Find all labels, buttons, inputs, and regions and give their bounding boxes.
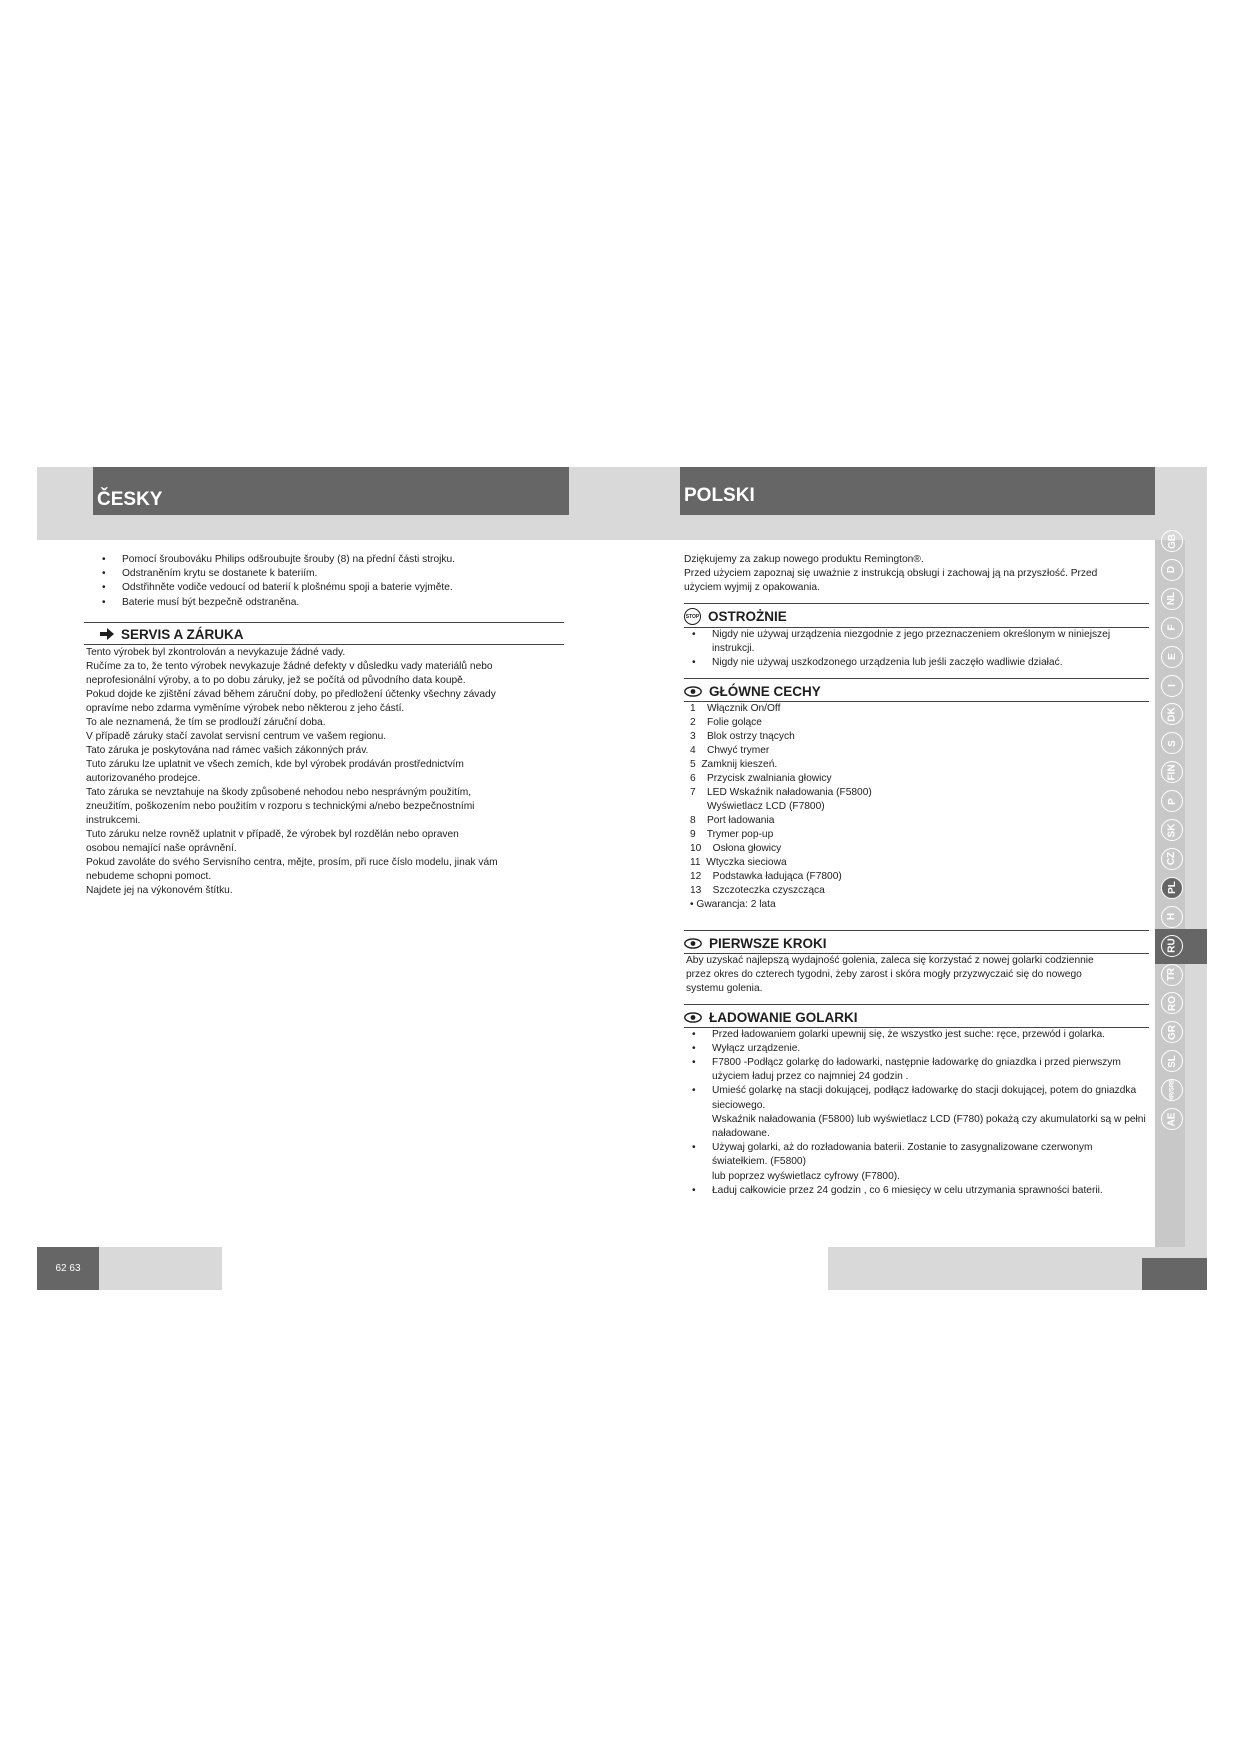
list-item: [688, 1028, 1149, 1042]
language-code: GR: [1166, 1024, 1178, 1040]
language-tab-h[interactable]: [1161, 906, 1183, 928]
intro-text: [684, 553, 1149, 595]
list-item-text: Wyłącz urządzenie.: [712, 1042, 801, 1054]
text-line: autorizovaného prodejce.: [86, 772, 201, 784]
list-item: • Odstraněním krytu se dostanete k bateriím.: [98, 567, 564, 581]
text-line: osobou nemající naše oprávnění.: [86, 842, 237, 854]
cechy-title: GŁÓWNE CECHY: [709, 683, 821, 699]
feature-item: 2 Folie golące: [690, 716, 762, 728]
list-item: • Nigdy nie używaj uszkodzonego urządzenia lub jeśli zaczęło wadliwie działać.: [688, 656, 1149, 670]
text-line: Tuto záruku lze uplatnit ve všech zemích, kde byl výrobek prodáván prostřednictvím: [86, 758, 464, 770]
text-line: Tato záruka se nevztahuje na škody způsobené nehodou nebo nesprávným použitím,: [86, 786, 472, 798]
feature-item: 6 Przycisk zwalniania głowicy: [690, 772, 832, 784]
ostroznie-title: OSTROŻNIE: [708, 609, 787, 624]
right-column: [684, 553, 1149, 1198]
removal-steps-list: [98, 553, 564, 610]
kroki-body: [684, 954, 1149, 996]
text-line: neprofesionální výroby, a to po dobu záruky, jež se počítá od původního data koupě.: [86, 674, 466, 686]
text-line: Aby uzyskać najlepszą wydajność golenia, zaleca się korzystać z nowej golarki codziennie: [686, 954, 1094, 966]
arrow-right-icon: [100, 628, 114, 640]
list-item: [688, 1042, 1149, 1056]
feature-item: 3 Blok ostrzy tnących: [690, 730, 795, 742]
language-code: RU: [1166, 938, 1178, 953]
list-item-subtext: lub poprzez wyświetlacz cyfrowy (F7800).: [712, 1170, 900, 1182]
servis-rule-bottom: [84, 644, 564, 645]
list-item-text: Umieść golarkę na stacji dokującej, podłącz ładowarkę do stacji dokującej, potem do gniazdka sieciowego.: [712, 1085, 1137, 1111]
feature-item: 1 Włącznik On/Off: [690, 702, 781, 714]
feature-item: 11 Wtyczka sieciowa: [690, 856, 787, 868]
text-line: Pokud zavoláte do svého Servisního centra, mějte, prosím, při ruce číslo modelu, jinak vám: [86, 856, 498, 868]
list-item-text: Przed ładowaniem golarki upewnij się, że wszystko jest suche: ręce, przewód i golarka.: [712, 1028, 1105, 1040]
language-tab-cz[interactable]: [1161, 848, 1183, 870]
language-tab-sk[interactable]: [1161, 819, 1183, 841]
language-tab-ru[interactable]: [1161, 935, 1183, 957]
text-line: opravíme nebo zdarma vyměníme výrobek nebo některou z jeho částí.: [86, 702, 405, 714]
list-item-text: Używaj golarki, aż do rozładowania baterii. Zostanie to zasygnalizowane czerwonym światełkiem. (F5800): [712, 1142, 1093, 1168]
list-item: • Nigdy nie używaj urządzenia niezgodnie z jego przeznaczeniem określonym w niniejszej instrukcji.: [688, 628, 1149, 656]
language-tab-nl[interactable]: [1161, 588, 1183, 610]
text-line: To ale neznamená, že tím se prodlouží záruční doba.: [86, 716, 326, 728]
kroki-rule-top: [684, 930, 1149, 931]
kroki-title: PIERWSZE KROKI: [709, 935, 827, 951]
text-line: Przed użyciem zapoznaj się uważnie z instrukcją obsługi i zachowaj ją na przyszłość. Przed: [684, 568, 1098, 579]
cechy-rule-top: [684, 678, 1149, 679]
feature-item: 7 LED Wskaźnik naładowania (F5800): [690, 786, 872, 798]
language-tab-pl[interactable]: [1161, 877, 1183, 899]
list-item-text: Ładuj całkowicie przez 24 godzin , co 6 miesięcy w celu utrzymania sprawności baterii.: [712, 1184, 1103, 1196]
language-tab-ae[interactable]: [1161, 1108, 1183, 1130]
ladowanie-title: ŁADOWANIE GOLARKI: [709, 1009, 858, 1025]
list-item: [688, 1056, 1149, 1084]
text-line: przez okres do czterech tygodni, żeby zarost i skóra mogły przyzwyczaić się do nowego: [686, 968, 1082, 980]
language-code: NL: [1166, 592, 1178, 606]
text-line: Ručíme za to, že tento výrobek nevykazuje žádné defekty v důsledku vady materiálů nebo: [86, 660, 493, 672]
feature-item: 10 Osłona głowicy: [690, 842, 782, 854]
header-cesky-text: ČESKY: [97, 489, 163, 510]
stop-icon: STOP: [684, 608, 701, 625]
language-code: S: [1166, 739, 1178, 747]
servis-title: SERVIS A ZÁRUKA: [121, 626, 244, 642]
servis-body: [84, 646, 564, 898]
language-tab-hr-srb[interactable]: [1161, 1079, 1183, 1101]
language-code: F: [1166, 624, 1178, 631]
list-item: • Odstřihněte vodiče vedoucí od baterií k plošnému spoji a baterie vyjměte.: [98, 581, 564, 595]
text-line: V případě záruky stačí zavolat servisní centrum ve vašem regionu.: [86, 730, 387, 742]
feature-item: 12 Podstawka ładująca (F7800): [690, 870, 842, 882]
feature-item: 5 Zamknij kieszeń.: [690, 758, 778, 770]
text-line: Najdete jej na výkonovém štítku.: [86, 884, 233, 896]
language-code: AE: [1166, 1112, 1178, 1126]
text-line: nebudeme schopni pomoct.: [86, 870, 212, 882]
ladowanie-heading: [684, 1010, 1149, 1025]
text-line: systemu golenia.: [686, 982, 763, 994]
text-line: zneužitím, poškozením nebo použitím v rozporu s technickými a/nebo bezpečnostními: [86, 800, 475, 812]
language-code: CZ: [1166, 852, 1178, 866]
text-line: Tento výrobek byl zkontrolován a nevykazuje žádné vady.: [86, 646, 346, 658]
feature-item: 4 Chwyć trymer: [690, 744, 770, 756]
ladowanie-list: [688, 1028, 1149, 1198]
language-tab-d[interactable]: [1161, 559, 1183, 581]
feature-item: • Gwarancja: 2 lata: [690, 898, 776, 910]
language-code: DK: [1166, 707, 1178, 722]
language-code: P: [1166, 797, 1178, 805]
eye-icon: [684, 1012, 702, 1023]
page-numbers: 62 63: [55, 1263, 81, 1274]
language-code: HR/SRB: [1169, 1078, 1176, 1102]
language-code: I: [1166, 684, 1178, 687]
list-item: [688, 1184, 1149, 1198]
language-tab-f[interactable]: [1161, 617, 1183, 639]
ostroznie-list: [688, 628, 1149, 671]
language-code: E: [1166, 653, 1178, 660]
ladowanie-rule-top: [684, 1004, 1149, 1005]
text-line: Tato záruka je poskytována nad rámec vašich zákonných práv.: [86, 744, 369, 756]
language-code: TR: [1166, 967, 1178, 982]
eye-icon: [684, 938, 702, 949]
language-tab-gb[interactable]: [1161, 530, 1183, 552]
text-line: Dziękujemy za zakup nowego produktu Remington®.: [684, 554, 924, 565]
feature-item: 8 Port ładowania: [690, 814, 775, 826]
feature-item: Wyświetlacz LCD (F7800): [690, 800, 825, 812]
language-tab-e[interactable]: [1161, 646, 1183, 668]
page-number-box: [37, 1247, 99, 1290]
feature-item: 13 Szczoteczka czyszcząca: [690, 884, 825, 896]
list-item-text: F7800 -Podłącz golarkę do ładowarki, następnie ładowarkę do gniazdka i przed pierwszym użyciem ładuj przez co najmniej 24 godzin .: [712, 1057, 1121, 1083]
text-line: Pokud dojde ke zjištění závad během záruční doby, po předložení účtenky všechny závady: [86, 688, 496, 700]
cechy-list: [684, 702, 1149, 912]
header-polski-text: POLSKI: [684, 485, 755, 506]
language-code: FIN: [1166, 764, 1178, 781]
feature-item: 9 Trymer pop-up: [690, 828, 774, 840]
bottom-dark-box: [1142, 1258, 1207, 1290]
language-code: SL: [1166, 1054, 1178, 1068]
language-code: D: [1166, 566, 1178, 574]
list-item: [688, 1084, 1149, 1141]
kroki-heading: [684, 936, 1149, 951]
left-column: [84, 553, 564, 898]
language-code: GB: [1166, 533, 1178, 549]
servis-rule-top: [84, 622, 564, 623]
ostroznie-rule-top: [684, 603, 1149, 604]
list-item: • Pomocí šroubováku Philips odšroubujte šrouby (8) na přední části strojku.: [98, 553, 564, 567]
language-tab-p[interactable]: [1161, 790, 1183, 812]
text-line: użyciem wyjmij z opakowania.: [684, 582, 820, 593]
text-line: instrukcemi.: [86, 814, 141, 826]
language-code: RO: [1166, 995, 1178, 1011]
header-polski: [680, 467, 1155, 515]
eye-icon: [684, 686, 702, 697]
header-cesky: [93, 467, 569, 515]
text-line: Tuto záruku nelze rovněž uplatnit v případě, že výrobek byl rozdělán nebo opraven: [86, 828, 459, 840]
language-code: H: [1166, 913, 1178, 921]
servis-heading: [84, 627, 564, 642]
list-item: • Baterie musí být bezpečně odstraněna.: [98, 596, 564, 610]
list-item-subtext: Wskaźnik naładowania (F5800) lub wyświetlacz LCD (F780) pokażą czy akumulatorki są w pełni naładowane.: [712, 1113, 1146, 1140]
language-code: SK: [1166, 823, 1178, 837]
language-tab-i[interactable]: [1161, 675, 1183, 697]
ostroznie-heading: [684, 608, 1149, 625]
language-tab-tr[interactable]: [1161, 964, 1183, 986]
cechy-heading: [684, 684, 1149, 699]
list-item: [688, 1141, 1149, 1184]
language-code: PL: [1166, 881, 1178, 895]
